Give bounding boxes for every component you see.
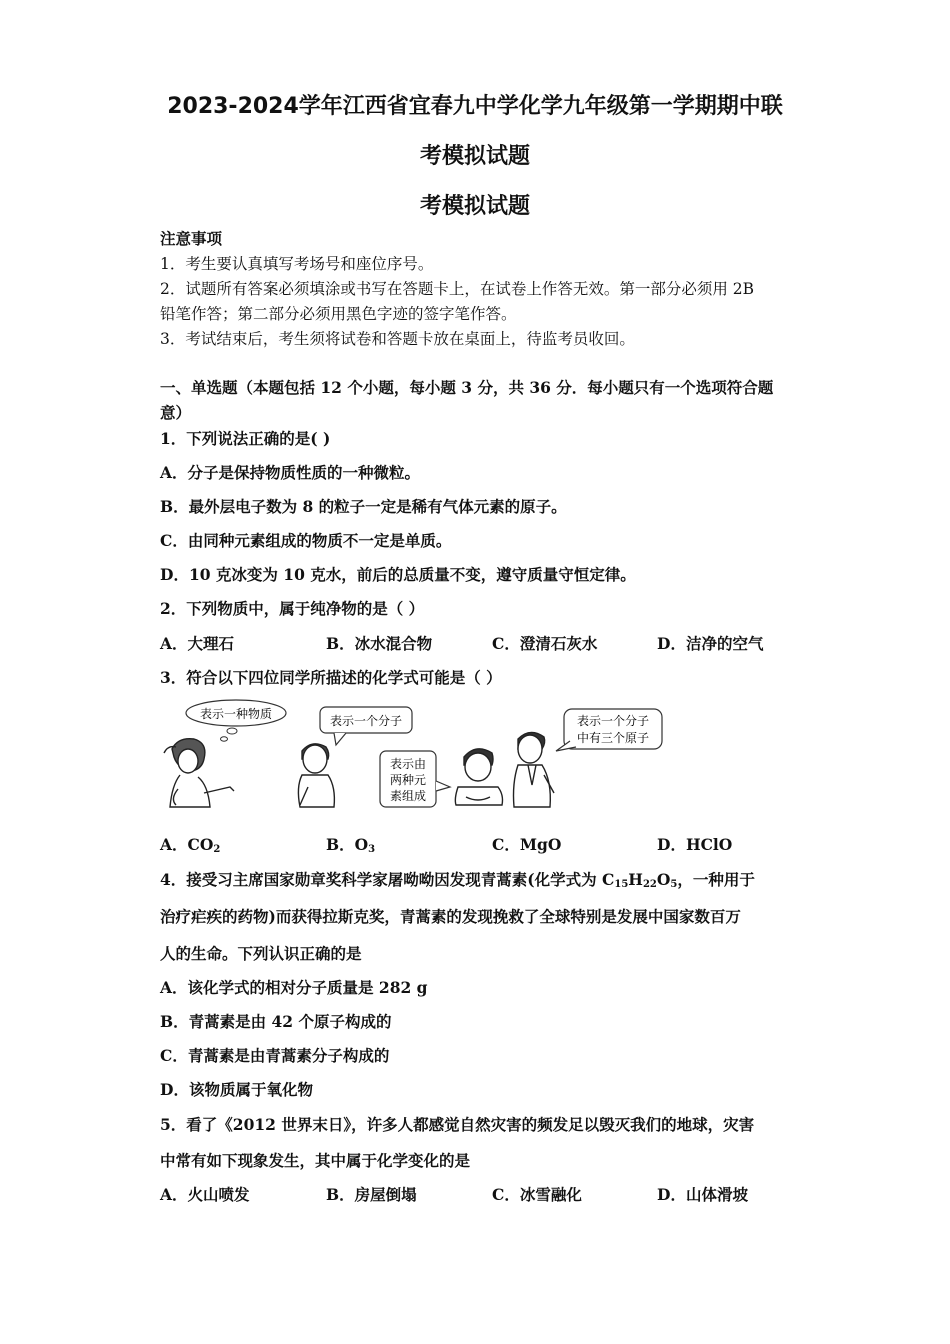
q4-sub-22: 22	[642, 879, 657, 890]
page-title-line-1: 2023-2024学年江西省宜春九中学化学九年级第一学期期中联	[167, 94, 783, 119]
bubble-4-line-2: 中有三个原子	[576, 731, 650, 745]
q2-option-c: C．澄清石灰水	[492, 634, 598, 653]
q5-stem-line-2: 中常有如下现象发生，其中属于化学变化的是	[160, 1151, 471, 1170]
bubble-1-text: 表示一种物质	[199, 707, 273, 721]
q4-option-d: D．该物质属于氧化物	[160, 1080, 313, 1099]
q4-sub-5: 5	[670, 879, 678, 890]
bubble-3-line-2: 两种元	[389, 773, 427, 787]
q5-options	[160, 1183, 800, 1205]
bubble-3-line-1: 表示由	[389, 757, 427, 771]
q4-option-c: C．青蒿素是由青蒿素分子构成的	[160, 1046, 390, 1065]
student-girl-figure	[164, 739, 234, 807]
q3-options	[160, 833, 800, 855]
student-boy-figure-2	[455, 749, 502, 805]
speech-bubble-4	[556, 709, 662, 751]
notice-heading: 注意事项	[160, 229, 223, 248]
speech-bubble-2	[320, 707, 412, 745]
q2-stem: 2．下列物质中，属于纯净物的是（ ）	[160, 599, 425, 618]
q4-option-a: A．该化学式的相对分子质量是 282 g	[160, 978, 428, 997]
q4-stem-line-1	[160, 868, 755, 890]
q3-option-b-label: B．O	[326, 835, 369, 854]
q4-sub-15: 15	[614, 879, 629, 890]
q3-option-c: C．MgO	[492, 835, 562, 854]
student-boy-figure-3	[514, 732, 555, 807]
notice-item-2a: 2．试题所有答案必须填涂或书写在答题卡上，在试卷上作答无效。第一部分必须用 2B	[160, 280, 755, 298]
q3-students-illustration	[158, 697, 678, 817]
bubble-4-line-1: 表示一个分子	[576, 714, 650, 728]
q1-option-c: C．由同种元素组成的物质不一定是单质。	[160, 531, 452, 550]
notice-item-3: 3．考试结束后，考生须将试卷和答题卡放在桌面上，待监考员收回。	[160, 330, 635, 348]
bubble-3-line-3: 素组成	[389, 789, 427, 803]
q2-options	[160, 632, 800, 654]
q1-option-d: D．10 克冰变为 10 克水，前后的总质量不变，遵守质量守恒定律。	[160, 565, 636, 584]
q2-option-a: A．大理石	[160, 634, 235, 653]
q2-option-b: B．冰水混合物	[326, 634, 433, 653]
q3-option-d: D．HClO	[657, 835, 733, 854]
q5-option-c: C．冰雪融化	[492, 1185, 582, 1204]
q4-stem-pre: 4．接受习主席国家勋章奖科学家屠呦呦因发现青蒿素(化学式为 C	[160, 870, 615, 889]
bubble-2-text: 表示一个分子	[329, 714, 403, 728]
notice-item-1: 1．考生要认真填写考场号和座位序号。	[160, 255, 434, 273]
q5-option-a: A．火山喷发	[160, 1185, 250, 1204]
q4-o: O	[656, 870, 671, 889]
section-heading-line-2: 意）	[160, 403, 192, 422]
q1-stem: 1．下列说法正确的是( )	[160, 429, 331, 448]
q5-stem-line-1: 5．看了《2012 世界末日》，许多人都感觉自然灾害的频发足以毁灭我们的地球，灾害	[160, 1115, 755, 1134]
q1-option-b: B．最外层电子数为 8 的粒子一定是稀有气体元素的原子。	[160, 497, 567, 516]
q2-option-d: D．洁净的空气	[657, 634, 764, 653]
q4-stem-line-3: 人的生命。下列认识正确的是	[160, 944, 362, 963]
q3-option-a	[160, 833, 220, 855]
thought-bubble-1	[186, 700, 286, 741]
q3-option-b-subscript: 3	[368, 844, 376, 855]
page-title-line-3: 考模拟试题	[419, 194, 530, 219]
q4-stem-line-2: 治疗疟疾的药物)而获得拉斯克奖，青蒿素的发现挽救了全球特别是发展中国家数百万	[160, 907, 741, 926]
q3-option-a-subscript: 2	[213, 844, 221, 855]
q5-option-d: D．山体滑坡	[657, 1185, 748, 1204]
notice-item-2b: 铅笔作答；第二部分必须用黑色字迹的签字笔作答。	[160, 305, 517, 323]
page-title-line-2: 考模拟试题	[419, 144, 530, 169]
student-boy-figure-1	[298, 744, 334, 807]
q5-option-b: B．房屋倒塌	[326, 1185, 417, 1204]
q3-option-b	[326, 833, 375, 855]
q4-option-b: B．青蒿素是由 42 个原子构成的	[160, 1012, 392, 1031]
q4-stem-post: ，一种用于	[677, 870, 755, 889]
q4-h: H	[628, 870, 643, 889]
section-heading-line-1: 一、单选题（本题包括 12 个小题，每小题 3 分，共 36 分．每小题只有一个选项符合题	[160, 378, 774, 397]
q3-stem: 3．符合以下四位同学所描述的化学式可能是（ ）	[160, 668, 502, 687]
q1-option-a: A．分子是保持物质性质的一种微粒。	[160, 463, 421, 482]
speech-bubble-3	[380, 751, 450, 807]
q3-option-a-label: A．CO	[160, 835, 214, 854]
